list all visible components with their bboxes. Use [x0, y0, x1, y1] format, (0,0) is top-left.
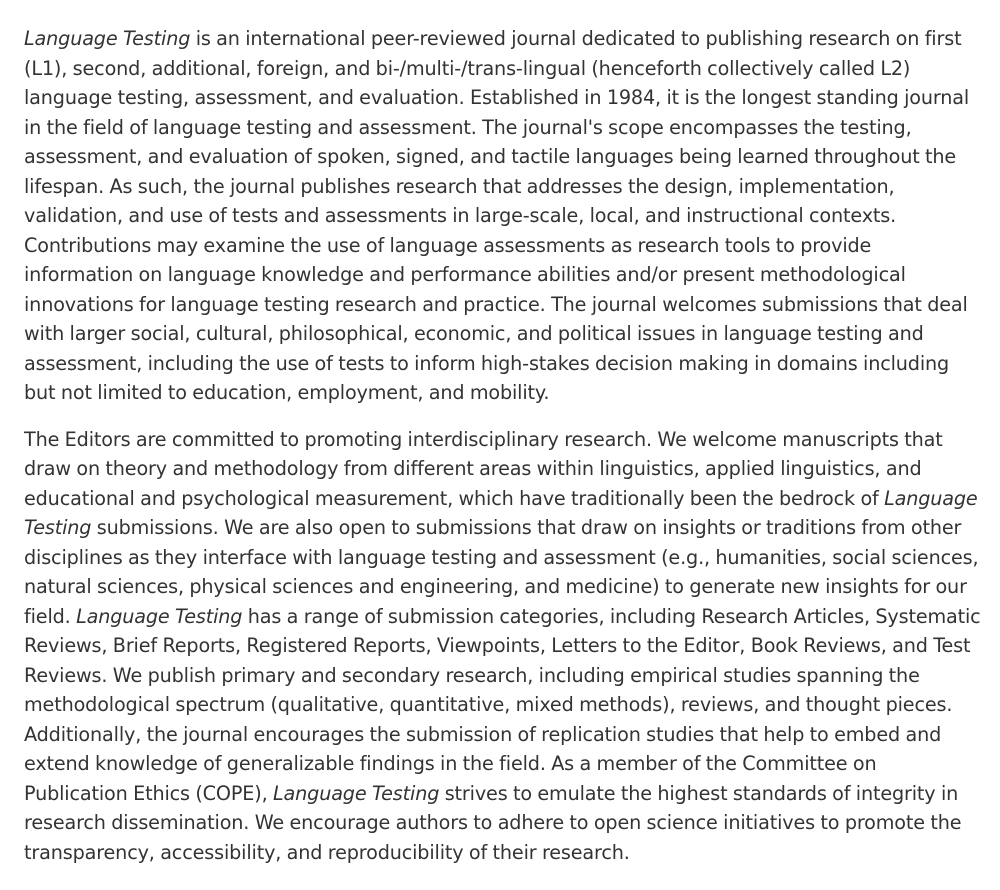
paragraph-text: submissions. We are also open to submissions that draw on insights or traditions from other disciplines as they interface with language testing and assessment (e.g., humanities, social sciences, natural sciences, physical sciences and engineering, and medicine) to generate new insights for our field. — [24, 516, 979, 628]
paragraph-scope — [24, 24, 984, 408]
paragraph-text: The Editors are committed to promoting interdisciplinary research. We welcome manuscripts that draw on theory and methodology from different areas within linguistics, applied linguistics, and educational and psychological measurement, which have traditionally been the bedrock of — [24, 427, 943, 510]
paragraph-text: strives to emulate the highest standards of integrity in research dissemination. We encourage authors to adhere to open science initiatives to promote the transparency, accessibility, and reproducibility of their research. — [24, 781, 962, 864]
journal-title-italic: Language Testing — [273, 781, 440, 805]
journal-description — [24, 24, 984, 884]
paragraph-text: is an international peer-reviewed journal dedicated to publishing research on first (L1), second, additional, foreign, and bi-/multi-/trans-lingual (henceforth collectively called L2) language testing, assessment, and evaluation. Established in 1984, it is the longest standing journal in the field of language testing and assessment. The journal's scope encompasses the testing, assessment, and evaluation of spoken, signed, and tactile languages being learned throughout the lifespan. As such, the journal publishes research that addresses the design, implementation, validation, and use of tests and assessments in large-scale, local, and instructional contexts. Contributions may examine the use of language assessments as research tools to provide information on language knowledge and performance abilities and/or present methodological innovations for language testing research and practice. The journal welcomes submissions that deal with larger social, cultural, philosophical, economic, and political issues in language testing and assessment, including the use of tests to inform high-stakes decision making in domains including but not limited to education, employment, and mobility. — [24, 27, 970, 404]
paragraph-editors — [24, 425, 984, 868]
journal-title-italic: Language Testing — [24, 486, 978, 539]
journal-title-italic: Language Testing — [76, 604, 243, 628]
journal-title-italic: Language Testing — [24, 27, 191, 50]
paragraph-text: has a range of submission categories, including Research Articles, Systematic Reviews, Brief Reports, Registered Reports, Viewpoints, Letters to the Editor, Book Reviews, and Test Reviews. We publish primary and secondary research, including empirical studies spanning the methodological spectrum (qualitative, quantitative, mixed methods), reviews, and thought pieces. Additionally, the journal encourages the submission of replication studies that help to embed and extend knowledge of generalizable findings in the field. As a member of the Committee on Publication Ethics (COPE), — [24, 604, 981, 805]
